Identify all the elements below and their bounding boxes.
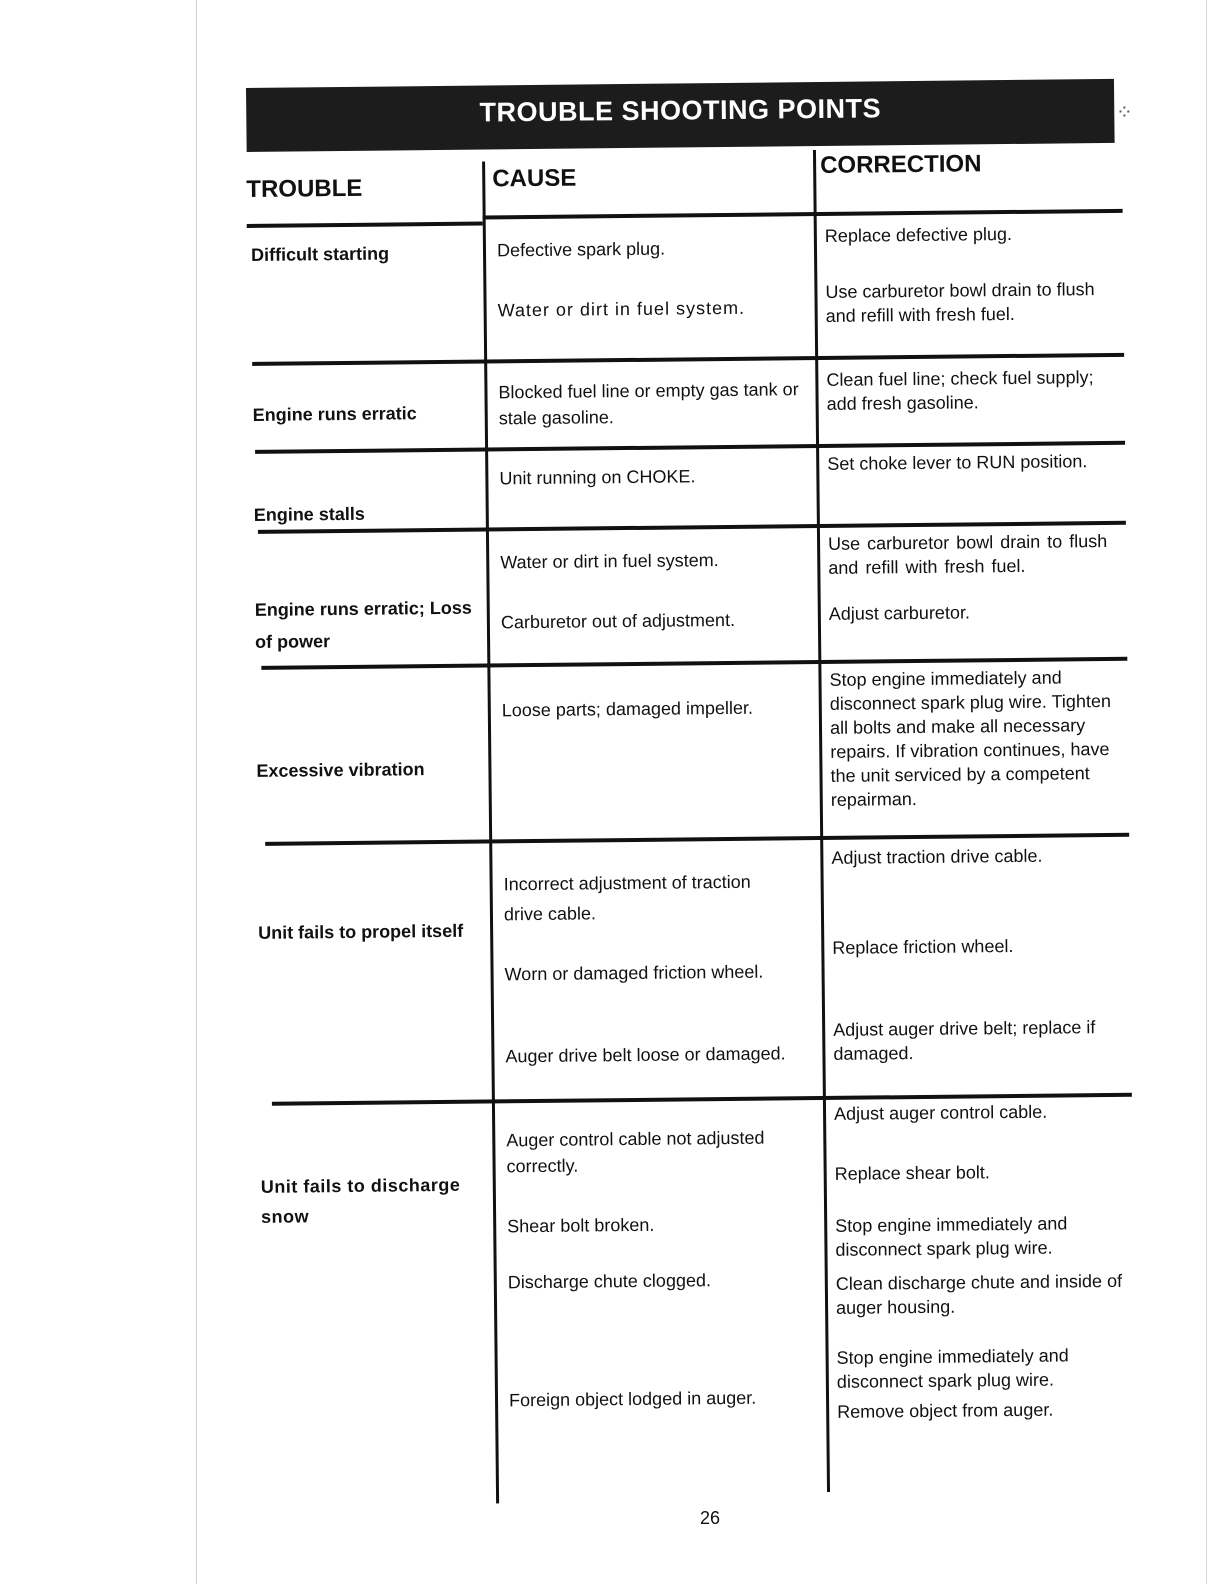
trouble-label: Unit fails to propel itself xyxy=(258,920,464,943)
cause-text: Auger control cable not adjusted correctly. xyxy=(506,1127,765,1177)
header-trouble: TROUBLE xyxy=(246,174,363,203)
correction-text: Clean fuel line; check fuel supply; add fresh gasoline. xyxy=(826,367,1094,414)
correction-text: Clean discharge chute and inside of auger housing. xyxy=(835,1270,1123,1318)
correction-text: Adjust traction drive cable. xyxy=(831,845,1043,868)
trouble-label: Excessive vibration xyxy=(256,759,425,781)
cause-text: Defective spark plug. xyxy=(496,238,666,261)
cause-text: Discharge chute clogged. xyxy=(507,1270,712,1293)
cause-text: Loose parts; damaged impeller. xyxy=(501,697,754,721)
cause-text: Shear bolt broken. xyxy=(507,1214,655,1237)
trouble-label: Engine runs erratic; Loss of power xyxy=(254,597,472,652)
scan-edge-right xyxy=(1206,0,1207,1584)
cause-text: Unit running on CHOKE. xyxy=(499,466,696,489)
correction-text: Replace shear bolt. xyxy=(834,1162,990,1184)
correction-text: Remove object from auger. xyxy=(837,1399,1054,1422)
cause-text: Foreign object lodged in auger. xyxy=(508,1387,757,1411)
cause-text: Worn or damaged friction wheel. xyxy=(504,961,764,985)
correction-text: Adjust auger control cable. xyxy=(833,1101,1048,1124)
cause-text: Blocked fuel line or empty gas tank or stale gasoline. xyxy=(498,379,799,429)
scan-speckle: ⁘ xyxy=(1116,102,1133,124)
correction-text: Stop engine immediately and disconnect spark plug wire. xyxy=(835,1213,1068,1260)
page-number: 26 xyxy=(700,1508,721,1528)
correction-text: Use carburetor bowl drain to flush and refill with fresh fuel. xyxy=(827,531,1108,578)
correction-text: Replace defective plug. xyxy=(824,223,1013,246)
cause-text: Incorrect adjustment of traction drive cable. xyxy=(503,871,751,925)
troubleshooting-table xyxy=(246,147,1134,1506)
correction-text: Stop engine immediately and disconnect spark plug wire. Tighten all bolts and make all necessary repairs. If vibration continues, have the unit serviced by a competent repairman. xyxy=(829,667,1112,810)
header-cause: CAUSE xyxy=(492,164,577,193)
page-title: TROUBLE SHOOTING POINTS xyxy=(479,93,882,128)
correction-text: Replace friction wheel. xyxy=(832,936,1014,958)
cause-text: Carburetor out of adjustment. xyxy=(500,609,736,633)
correction-text: Adjust carburetor. xyxy=(828,602,971,624)
correction-text: Stop engine immediately and disconnect spark plug wire. xyxy=(836,1345,1069,1392)
trouble-label: Engine runs erratic xyxy=(252,403,417,425)
title-banner xyxy=(246,79,1115,152)
row-divider xyxy=(252,353,1124,366)
cause-text: Auger drive belt loose or damaged. xyxy=(505,1043,786,1067)
correction-text: Adjust auger drive belt; replace if damaged. xyxy=(833,1017,1096,1064)
scan-edge-left xyxy=(196,0,197,1584)
row-divider xyxy=(483,209,1123,220)
correction-text: Use carburetor bowl drain to flush and refill with fresh fuel. xyxy=(825,279,1095,326)
cause-text: Water or dirt in fuel system. xyxy=(497,297,746,321)
header-correction: CORRECTION xyxy=(819,150,982,179)
row-divider xyxy=(247,222,483,228)
correction-text: Set choke lever to RUN position. xyxy=(827,451,1088,474)
trouble-label: Unit fails to discharge snow xyxy=(260,1174,461,1227)
trouble-label: Difficult starting xyxy=(250,243,390,265)
cause-text: Water or dirt in fuel system. xyxy=(500,550,719,573)
trouble-label: Engine stalls xyxy=(253,503,365,525)
